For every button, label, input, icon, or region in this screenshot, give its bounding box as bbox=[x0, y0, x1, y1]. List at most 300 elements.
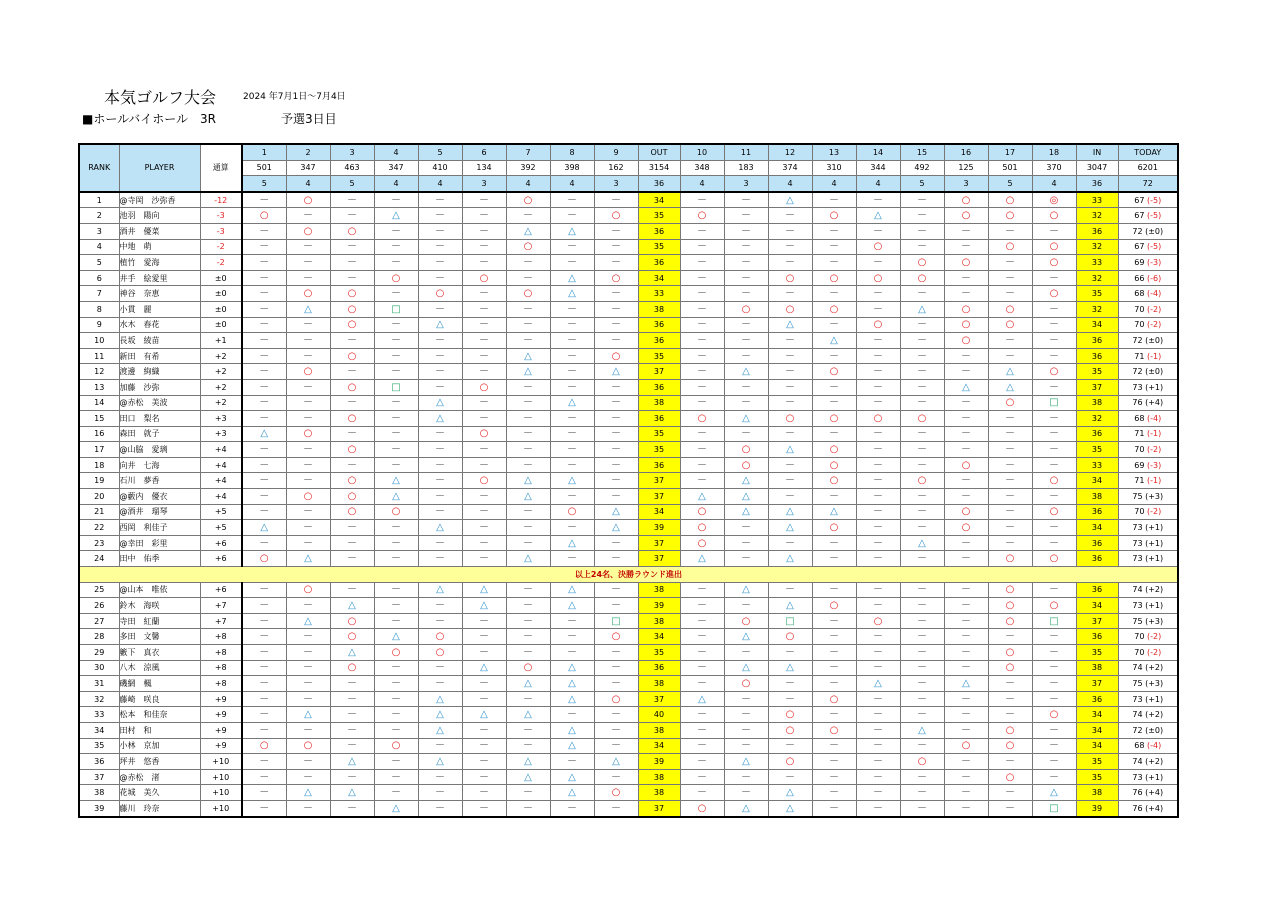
dash-mark: － bbox=[917, 490, 927, 502]
triangle-mark: △ bbox=[304, 787, 312, 799]
square-mark: □ bbox=[1049, 802, 1059, 814]
dash-mark: － bbox=[741, 225, 751, 237]
today-to-par: (+3) bbox=[1145, 491, 1164, 501]
dash-mark: － bbox=[303, 771, 313, 783]
hole-number: 16 bbox=[944, 144, 988, 160]
today-strokes: 73 bbox=[1132, 694, 1146, 704]
hole-score bbox=[768, 379, 812, 395]
hole-score bbox=[856, 255, 900, 271]
dash-mark: － bbox=[303, 662, 313, 674]
dash-mark: － bbox=[829, 490, 839, 502]
player-total: +6 bbox=[200, 535, 242, 551]
hole-score bbox=[286, 473, 330, 489]
dash-mark: － bbox=[873, 802, 883, 814]
today-strokes: 70 bbox=[1134, 632, 1147, 642]
hole-score bbox=[768, 722, 812, 738]
dash-mark: － bbox=[479, 256, 489, 268]
dash-mark: － bbox=[697, 724, 707, 736]
dash-mark: － bbox=[785, 677, 795, 689]
dash-mark: － bbox=[435, 677, 445, 689]
player-rank: 19 bbox=[79, 473, 119, 489]
hole-score bbox=[680, 286, 724, 302]
hole-score bbox=[462, 395, 506, 411]
hole-score bbox=[506, 738, 550, 754]
dash-mark: － bbox=[391, 771, 401, 783]
player-total: +7 bbox=[200, 613, 242, 629]
today-strokes: 71 bbox=[1134, 476, 1147, 486]
hole-score bbox=[900, 301, 944, 317]
hole-score bbox=[418, 551, 462, 567]
dash-mark: － bbox=[917, 802, 927, 814]
hole-score bbox=[900, 239, 944, 255]
today-strokes: 73 bbox=[1132, 523, 1146, 533]
today-to-par: (-1) bbox=[1147, 429, 1162, 439]
player-in: 32 bbox=[1076, 411, 1118, 427]
today-to-par: (+1) bbox=[1145, 538, 1164, 548]
hole-score bbox=[418, 520, 462, 536]
hole-score bbox=[550, 551, 594, 567]
player-out: 39 bbox=[638, 754, 680, 770]
hole-score bbox=[680, 317, 724, 333]
dash-mark: － bbox=[435, 475, 445, 487]
hole-par: 4 bbox=[374, 176, 418, 192]
triangle-mark: △ bbox=[568, 693, 576, 705]
hole-score bbox=[506, 660, 550, 676]
circle-mark: ○ bbox=[435, 631, 445, 643]
circle-mark: ○ bbox=[303, 740, 313, 752]
dash-mark: － bbox=[873, 631, 883, 643]
dash-mark: － bbox=[523, 256, 533, 268]
dash-mark: － bbox=[259, 350, 270, 362]
player-in: 36 bbox=[1076, 348, 1118, 364]
dash-mark: － bbox=[1049, 334, 1059, 346]
hole-score bbox=[506, 473, 550, 489]
dash-mark: － bbox=[347, 802, 357, 814]
dash-mark: － bbox=[479, 615, 489, 627]
triangle-mark: △ bbox=[392, 475, 400, 487]
dash-mark: － bbox=[741, 428, 751, 440]
circle-mark: ○ bbox=[1005, 319, 1015, 331]
hole-score bbox=[242, 691, 286, 707]
triangle-mark: △ bbox=[786, 522, 794, 534]
hole-score bbox=[856, 286, 900, 302]
today-header: TODAY bbox=[1118, 144, 1178, 160]
dash-mark: － bbox=[523, 303, 533, 315]
dash-mark: － bbox=[567, 522, 577, 534]
hole-score bbox=[856, 208, 900, 224]
dash-mark: － bbox=[873, 256, 883, 268]
player-in: 36 bbox=[1076, 582, 1118, 598]
dash-mark: － bbox=[391, 693, 401, 705]
today-to-par: (±0) bbox=[1145, 367, 1164, 377]
hole-score bbox=[550, 613, 594, 629]
hole-yards: 501 bbox=[988, 160, 1032, 176]
circle-mark: ○ bbox=[829, 475, 839, 487]
dash-mark: － bbox=[741, 522, 751, 534]
dash-mark: － bbox=[741, 272, 751, 284]
dash-mark: － bbox=[259, 412, 270, 424]
dash-mark: － bbox=[917, 506, 927, 518]
event-dates: 2024 年7月1日～7月4日 bbox=[243, 92, 346, 102]
dash-mark: － bbox=[1049, 381, 1059, 393]
hole-score bbox=[286, 738, 330, 754]
circle-mark: ○ bbox=[961, 459, 971, 471]
triangle-mark: △ bbox=[786, 802, 794, 814]
dash-mark: － bbox=[611, 584, 621, 596]
hole-score bbox=[944, 348, 988, 364]
total-header: 通算 bbox=[200, 144, 242, 192]
hole-score bbox=[1032, 457, 1076, 473]
hole-score bbox=[550, 660, 594, 676]
triangle-mark: △ bbox=[304, 303, 312, 315]
hole-score bbox=[680, 535, 724, 551]
hole-score bbox=[418, 270, 462, 286]
hole-score bbox=[550, 520, 594, 536]
hole-score bbox=[594, 348, 638, 364]
player-in: 34 bbox=[1076, 598, 1118, 614]
dash-mark: － bbox=[1005, 475, 1015, 487]
hole-score bbox=[944, 333, 988, 349]
hole-score bbox=[418, 411, 462, 427]
player-name: 藤崎 咲良 bbox=[119, 691, 200, 707]
hole-score bbox=[856, 629, 900, 645]
hole-score bbox=[768, 676, 812, 692]
player-today bbox=[1118, 317, 1178, 333]
player-in: 36 bbox=[1076, 691, 1118, 707]
circle-mark: ○ bbox=[611, 210, 621, 222]
dash-mark: － bbox=[785, 475, 795, 487]
hole-score bbox=[418, 598, 462, 614]
player-in: 36 bbox=[1076, 629, 1118, 645]
hole-score bbox=[330, 239, 374, 255]
dash-mark: － bbox=[523, 319, 533, 331]
circle-mark: ○ bbox=[697, 802, 707, 814]
dash-mark: － bbox=[523, 412, 533, 424]
dash-mark: － bbox=[1049, 522, 1059, 534]
hole-par: 4 bbox=[812, 176, 856, 192]
dash-mark: － bbox=[741, 350, 751, 362]
hole-score bbox=[462, 442, 506, 458]
hole-score bbox=[462, 255, 506, 271]
today-to-par: (+4) bbox=[1145, 803, 1164, 813]
player-total: +10 bbox=[200, 754, 242, 770]
dash-mark: － bbox=[961, 600, 971, 612]
hole-score bbox=[286, 442, 330, 458]
hole-score bbox=[286, 582, 330, 598]
hole-score bbox=[944, 473, 988, 489]
hole-yards: 398 bbox=[550, 160, 594, 176]
hole-score bbox=[1032, 411, 1076, 427]
hole-score bbox=[242, 208, 286, 224]
circle-mark: ○ bbox=[259, 210, 269, 222]
hole-score bbox=[1032, 395, 1076, 411]
hole-score bbox=[506, 457, 550, 473]
today-strokes: 75 bbox=[1132, 678, 1146, 688]
dash-mark: － bbox=[917, 381, 927, 393]
hole-score bbox=[680, 504, 724, 520]
hole-score bbox=[1032, 769, 1076, 785]
circle-mark: ○ bbox=[1049, 600, 1059, 612]
dash-mark: － bbox=[435, 303, 445, 315]
hole-score bbox=[768, 707, 812, 723]
dash-mark: － bbox=[479, 459, 489, 471]
player-out: 35 bbox=[638, 426, 680, 442]
dash-mark: － bbox=[611, 709, 621, 721]
hole-score bbox=[768, 645, 812, 661]
dash-mark: － bbox=[829, 615, 839, 627]
dash-mark: － bbox=[829, 646, 839, 658]
hole-score bbox=[680, 208, 724, 224]
hole-score bbox=[330, 613, 374, 629]
dash-mark: － bbox=[435, 428, 445, 440]
dash-mark: － bbox=[259, 662, 270, 674]
hole-score bbox=[594, 722, 638, 738]
hole-score bbox=[462, 457, 506, 473]
circle-mark: ○ bbox=[785, 724, 795, 736]
dash-mark: － bbox=[259, 194, 270, 206]
hole-number: 10 bbox=[680, 144, 724, 160]
today-strokes: 70 bbox=[1134, 304, 1147, 314]
today-to-par: (+1) bbox=[1145, 382, 1164, 392]
hole-number: 17 bbox=[988, 144, 1032, 160]
circle-mark: ○ bbox=[829, 366, 839, 378]
hole-score bbox=[856, 504, 900, 520]
hole-score bbox=[988, 754, 1032, 770]
hole-score bbox=[856, 754, 900, 770]
hole-score bbox=[330, 504, 374, 520]
hole-score bbox=[506, 223, 550, 239]
player-in: 32 bbox=[1076, 270, 1118, 286]
hole-score bbox=[286, 192, 330, 208]
dash-mark: － bbox=[873, 662, 883, 674]
circle-mark: ○ bbox=[259, 553, 269, 565]
hole-number: 12 bbox=[768, 144, 812, 160]
player-rank: 7 bbox=[79, 286, 119, 302]
circle-mark: ○ bbox=[1049, 506, 1059, 518]
hole-score bbox=[286, 348, 330, 364]
hole-score bbox=[812, 301, 856, 317]
dash-mark: － bbox=[961, 802, 971, 814]
dash-mark: － bbox=[303, 631, 313, 643]
dash-mark: － bbox=[1005, 677, 1015, 689]
dash-mark: － bbox=[523, 787, 533, 799]
hole-score bbox=[680, 800, 724, 816]
hole-score bbox=[812, 613, 856, 629]
dash-mark: － bbox=[391, 397, 401, 409]
page-title: 本気ゴルフ大会 bbox=[104, 88, 217, 107]
hole-score bbox=[988, 348, 1032, 364]
dash-mark: － bbox=[741, 600, 751, 612]
hole-score bbox=[418, 395, 462, 411]
hole-score bbox=[550, 535, 594, 551]
dash-mark: － bbox=[697, 334, 707, 346]
circle-mark: ○ bbox=[829, 600, 839, 612]
hole-yards: 183 bbox=[724, 160, 768, 176]
hole-score bbox=[462, 660, 506, 676]
dash-mark: － bbox=[1005, 412, 1015, 424]
dash-mark: － bbox=[611, 490, 621, 502]
player-row bbox=[79, 489, 1178, 505]
hole-score bbox=[812, 239, 856, 255]
dash-mark: － bbox=[611, 256, 621, 268]
hole-score bbox=[724, 333, 768, 349]
hole-score bbox=[900, 707, 944, 723]
circle-mark: ○ bbox=[1005, 646, 1015, 658]
dash-mark: － bbox=[567, 241, 577, 253]
hole-score bbox=[856, 785, 900, 801]
circle-mark: ○ bbox=[829, 724, 839, 736]
triangle-mark: △ bbox=[304, 553, 312, 565]
hole-score bbox=[418, 769, 462, 785]
circle-mark: ○ bbox=[347, 662, 357, 674]
hole-score bbox=[594, 707, 638, 723]
hole-score bbox=[856, 239, 900, 255]
circle-mark: ○ bbox=[347, 319, 357, 331]
dash-mark: － bbox=[785, 334, 795, 346]
dash-mark: － bbox=[567, 303, 577, 315]
today-strokes: 68 bbox=[1134, 741, 1147, 751]
dash-mark: － bbox=[917, 631, 927, 643]
hole-score bbox=[506, 754, 550, 770]
hole-score bbox=[680, 629, 724, 645]
today-to-par: (+1) bbox=[1145, 523, 1164, 533]
hole-score bbox=[462, 426, 506, 442]
dash-mark: － bbox=[741, 194, 751, 206]
player-out: 38 bbox=[638, 769, 680, 785]
hole-score bbox=[988, 208, 1032, 224]
hole-score bbox=[550, 411, 594, 427]
hole-score bbox=[944, 442, 988, 458]
dash-mark: － bbox=[303, 724, 313, 736]
hole-score bbox=[242, 769, 286, 785]
circle-mark: ○ bbox=[1049, 366, 1059, 378]
player-total: +8 bbox=[200, 645, 242, 661]
hole-score bbox=[374, 613, 418, 629]
player-total: +3 bbox=[200, 426, 242, 442]
total-yards: 6201 bbox=[1118, 160, 1178, 176]
dash-mark: － bbox=[785, 350, 795, 362]
dash-mark: － bbox=[829, 319, 839, 331]
hole-score bbox=[242, 551, 286, 567]
player-rank: 13 bbox=[79, 379, 119, 395]
hole-score bbox=[812, 192, 856, 208]
circle-mark: ○ bbox=[741, 303, 751, 315]
dash-mark: － bbox=[391, 412, 401, 424]
dash-mark: － bbox=[391, 724, 401, 736]
player-today bbox=[1118, 800, 1178, 816]
dash-mark: － bbox=[917, 522, 927, 534]
circle-mark: ○ bbox=[917, 272, 927, 284]
dash-mark: － bbox=[479, 288, 489, 300]
hole-score bbox=[944, 208, 988, 224]
dash-mark: － bbox=[785, 288, 795, 300]
hole-score bbox=[944, 660, 988, 676]
dash-mark: － bbox=[1005, 334, 1015, 346]
hole-score bbox=[724, 722, 768, 738]
hole-score bbox=[812, 473, 856, 489]
hole-score bbox=[768, 504, 812, 520]
hole-score bbox=[900, 800, 944, 816]
hole-score bbox=[900, 192, 944, 208]
player-row bbox=[79, 239, 1178, 255]
hole-score bbox=[594, 395, 638, 411]
dash-mark: － bbox=[435, 740, 445, 752]
circle-mark: ○ bbox=[347, 615, 357, 627]
hole-score bbox=[988, 722, 1032, 738]
player-rank: 27 bbox=[79, 613, 119, 629]
hole-score bbox=[550, 800, 594, 816]
player-row bbox=[79, 676, 1178, 692]
hole-score bbox=[768, 520, 812, 536]
dash-mark: － bbox=[611, 771, 621, 783]
player-today bbox=[1118, 379, 1178, 395]
circle-mark: ○ bbox=[523, 662, 533, 674]
hole-score bbox=[330, 379, 374, 395]
hole-score bbox=[680, 676, 724, 692]
player-in: 38 bbox=[1076, 660, 1118, 676]
hole-score bbox=[768, 582, 812, 598]
hole-score bbox=[418, 676, 462, 692]
hole-score bbox=[330, 333, 374, 349]
circle-mark: ○ bbox=[1005, 724, 1015, 736]
hole-score bbox=[944, 364, 988, 380]
player-out: 38 bbox=[638, 582, 680, 598]
today-to-par: (-3) bbox=[1147, 460, 1162, 470]
player-in: 38 bbox=[1076, 785, 1118, 801]
dash-mark: － bbox=[259, 646, 270, 658]
hole-score bbox=[944, 785, 988, 801]
hole-score bbox=[988, 613, 1032, 629]
hole-score bbox=[594, 270, 638, 286]
dash-mark: － bbox=[479, 210, 489, 222]
player-row bbox=[79, 754, 1178, 770]
hole-score bbox=[418, 613, 462, 629]
dash-mark: － bbox=[873, 771, 883, 783]
dash-mark: － bbox=[611, 475, 621, 487]
hole-number: 11 bbox=[724, 144, 768, 160]
today-strokes: 76 bbox=[1132, 803, 1146, 813]
dash-mark: － bbox=[259, 366, 270, 378]
hole-score bbox=[550, 707, 594, 723]
today-strokes: 75 bbox=[1132, 616, 1146, 626]
dash-mark: － bbox=[391, 459, 401, 471]
hole-score bbox=[988, 457, 1032, 473]
player-today bbox=[1118, 270, 1178, 286]
player-out: 34 bbox=[638, 629, 680, 645]
dash-mark: － bbox=[829, 740, 839, 752]
hole-score bbox=[856, 660, 900, 676]
hole-score bbox=[462, 208, 506, 224]
today-strokes: 68 bbox=[1134, 289, 1147, 299]
circle-mark: ○ bbox=[785, 272, 795, 284]
player-today bbox=[1118, 473, 1178, 489]
hole-score bbox=[374, 317, 418, 333]
player-today bbox=[1118, 645, 1178, 661]
hole-score bbox=[330, 598, 374, 614]
player-in: 35 bbox=[1076, 645, 1118, 661]
dash-mark: － bbox=[917, 787, 927, 799]
today-to-par: (+1) bbox=[1145, 554, 1164, 564]
hole-score bbox=[374, 192, 418, 208]
hole-score bbox=[856, 489, 900, 505]
hole-score bbox=[944, 582, 988, 598]
dash-mark: － bbox=[1005, 631, 1015, 643]
dash-mark: － bbox=[391, 787, 401, 799]
circle-mark: ○ bbox=[961, 522, 971, 534]
hole-score bbox=[1032, 364, 1076, 380]
circle-mark: ○ bbox=[961, 256, 971, 268]
today-to-par: (+1) bbox=[1145, 694, 1164, 704]
